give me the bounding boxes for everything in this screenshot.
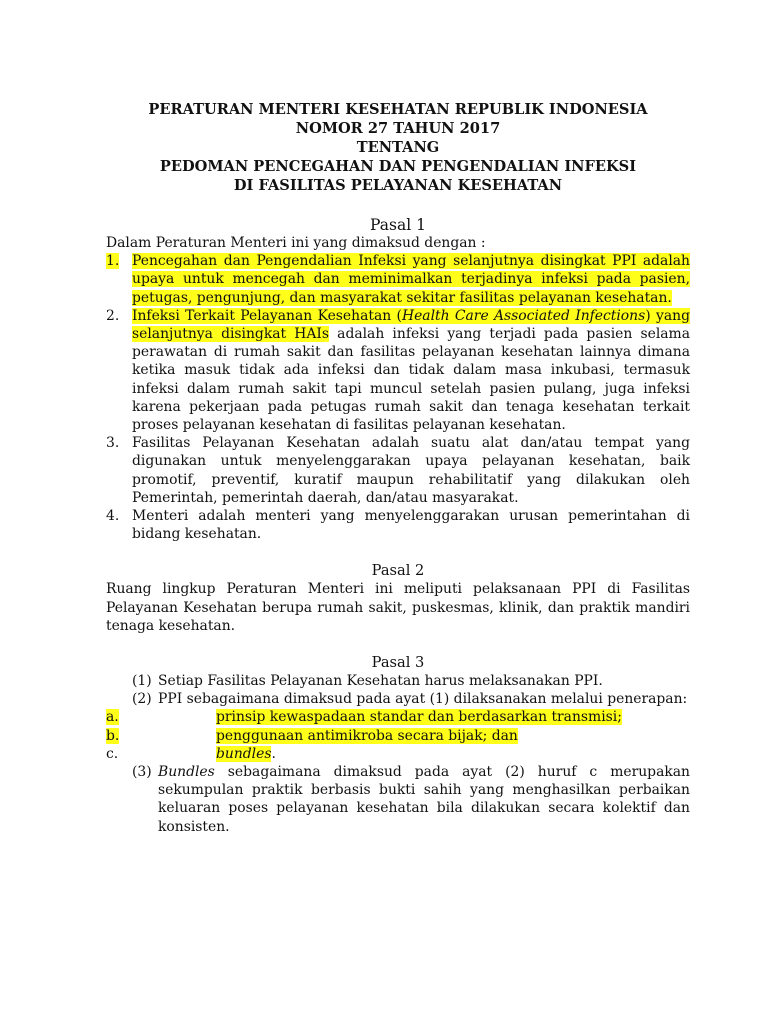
definition-item-4 [106,507,690,543]
pasal-2-text: Ruang lingkup Peraturan Menteri ini meliputi pelaksanaan PPI di Fasilitas Pelayanan Kesehatan berupa rumah sakit, puskesmas, klinik, dan praktik mandiri tenaga kesehatan. [106,581,690,634]
pasal-1-intro: Dalam Peraturan Menteri ini yang dimaksud dengan : [106,235,486,251]
ayat-1-number: (1) [132,673,152,690]
definition-text-4: Menteri adalah menteri yang menyelenggarakan urusan pemerintahan di bidang kesehatan. [132,508,690,543]
ayat-2-subitem-b [106,727,690,745]
title-line-subject: PEDOMAN PENCEGAHAN DAN PENGENDALIAN INFEKSI [159,158,637,175]
definition-item-1 [106,252,690,307]
title-line-about: TENTANG [356,139,440,156]
subitem-text-a: prinsip kewaspadaan standar dan berdasarkan transmisi; [216,709,622,726]
definition-text-2-highlight-italic: Health Care Associated Infections [401,307,646,324]
ayat-3 [106,763,690,836]
definition-item-2 [106,307,690,434]
ayat-1-text: Setiap Fasilitas Pelayanan Kesehatan harus melaksanakan PPI. [158,673,603,690]
definition-item-3 [106,434,690,507]
subitem-letter-c: c. [106,745,119,762]
document-title [106,100,690,195]
title-line-regulation: PERATURAN MENTERI KESEHATAN REPUBLIK INDONESIA [148,101,648,118]
ayat-2-text: PPI sebagaimana dimaksud pada ayat (1) dilaksanakan melalui penerapan: [158,691,688,708]
definition-text-2-highlight-b: ) yang selanjutnya disingkat HAIs [132,307,690,343]
ayat-3-number: (3) [132,764,152,781]
definition-text-1: Pencegahan dan Pengendalian Infeksi yang selanjutnya disingkat PPI adalah upaya untuk mencegah dan meminimalkan terjadinya infeksi pada pasien, petugas, pengunjung, dan masyarakat sekitar fasilitas pelayanan kesehatan. [132,253,690,306]
definition-number-3: 3. [106,435,120,452]
definition-text-2-highlight-a: Infeksi Terkait Pelayanan Kesehatan ( [132,307,402,324]
subitem-letter-b: b. [106,727,120,744]
ayat-2-number: (2) [132,691,152,708]
subitem-text-b: penggunaan antimikroba secara bijak; dan [216,727,518,744]
subitem-letter-a: a. [106,709,119,726]
definition-text-3: Fasilitas Pelayanan Kesehatan adalah suatu alat dan/atau tempat yang digunakan untuk menyelenggarakan upaya pelayanan kesehatan, baik promotif, preventif, kuratif maupun rehabilitatif yang dilakukan oleh Pemerintah, pemerintah daerah, dan/atau masyarakat. [132,435,690,506]
pasal-3-heading: Pasal 3 [371,654,425,672]
subitem-suffix-c: . [271,745,276,762]
pasal-1-heading: Pasal 1 [370,216,426,234]
ayat-3-italic-term: Bundles [158,764,215,781]
definition-number-1: 1. [106,253,120,270]
ayat-2-subitem-a [106,708,690,726]
ayat-3-text: sebagaimana dimaksud pada ayat (2) huruf c merupakan sekumpulan praktik berbasis bukti sahih yang menghasilkan perbaikan keluaran poses pelayanan kesehatan bila dilakukan secara kolektif dan konsisten. [158,764,690,835]
definition-number-4: 4. [106,508,120,525]
pasal-2-heading: Pasal 2 [371,562,425,580]
title-line-subject-cont: DI FASILITAS PELAYANAN KESEHATAN [233,177,563,194]
ayat-2-subitem-c [106,745,690,763]
definition-text-2-rest: adalah infeksi yang terjadi pada pasien selama perawatan di rumah sakit dan fasilitas pelayanan kesehatan lainnya dimana ketika masuk tidak ada infeksi dan tidak dalam masa inkubasi, termasuk infeksi dalam rumah sakit tapi muncul setelah pasien pulang, juga infeksi karena pekerjaan pada petugas rumah sakit dan tenaga kesehatan terkait proses pelayanan kesehatan di fasilitas pelayanan kesehatan. [132,326,691,434]
definition-number-2: 2. [106,307,120,324]
ayat-1 [106,672,690,690]
title-line-number: NOMOR 27 TAHUN 2017 [295,120,501,137]
ayat-2 [106,690,690,708]
document-body [106,100,690,836]
subitem-text-c: bundles [216,745,272,762]
